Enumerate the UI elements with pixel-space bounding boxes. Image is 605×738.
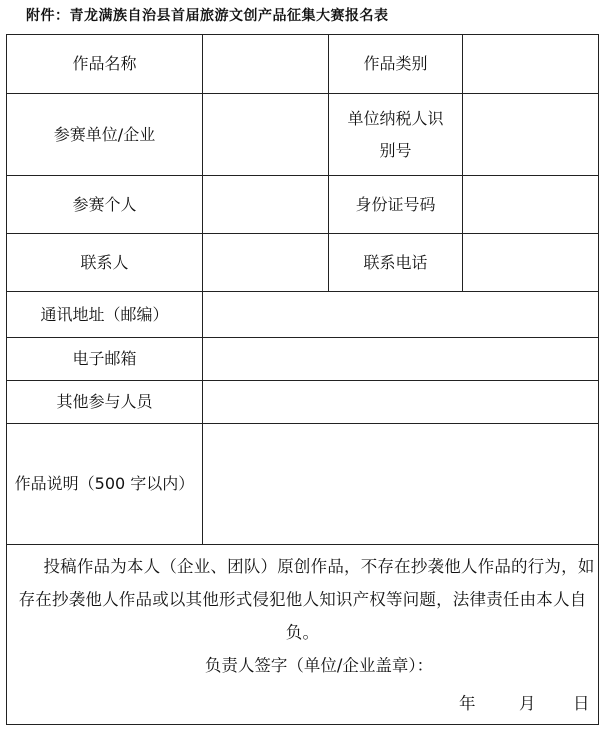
signature-label: 负责人签字（单位/企业盖章）： (204, 655, 434, 675)
date-row (7, 682, 598, 720)
entrant-unit-label: 参赛单位/企业 (7, 94, 203, 176)
work-name-label: 作品名称 (7, 35, 203, 94)
row-description (7, 424, 599, 545)
row-work-name (7, 35, 599, 94)
row-email (7, 338, 599, 381)
id-number-field[interactable] (463, 176, 599, 234)
address-label: 通讯地址（邮编） (7, 292, 203, 338)
declaration-text: 投稿作品为本人（企业、团队）原创作品，不存在抄袭他人作品的行为，如存在抄袭他人作品或以其他形式侵犯他人知识产权等问题，法律责任由本人自负。 (18, 556, 595, 642)
work-category-label: 作品类别 (329, 35, 463, 94)
work-name-field[interactable] (203, 35, 329, 94)
declaration-cell (7, 545, 599, 725)
row-address (7, 292, 599, 338)
email-label: 电子邮箱 (7, 338, 203, 381)
email-field[interactable] (203, 338, 599, 381)
phone-label: 联系电话 (329, 234, 463, 292)
taxpayer-id-label-line2: 别号 (379, 140, 412, 160)
phone-field[interactable] (463, 234, 599, 292)
taxpayer-id-field[interactable] (463, 94, 599, 176)
description-field[interactable] (203, 424, 599, 545)
work-category-field[interactable] (463, 35, 599, 94)
row-entrant-unit (7, 94, 599, 176)
description-label: 作品说明（500 字以内） (7, 424, 203, 545)
individual-label: 参赛个人 (7, 176, 203, 234)
other-members-label: 其他参与人员 (7, 381, 203, 424)
year-label: 年 (459, 693, 476, 713)
id-number-label: 身份证号码 (329, 176, 463, 234)
day-label: 日 (573, 693, 590, 713)
row-contact (7, 234, 599, 292)
contact-field[interactable] (203, 234, 329, 292)
form-title: 附件：青龙满族自治县首届旅游文创产品征集大赛报名表 (26, 8, 389, 24)
month-label: 月 (519, 693, 536, 713)
taxpayer-id-label (329, 94, 463, 176)
row-individual (7, 176, 599, 234)
registration-form-table (6, 34, 599, 725)
address-field[interactable] (203, 292, 599, 338)
individual-field[interactable] (203, 176, 329, 234)
taxpayer-id-label-line1: 单位纳税人识 (347, 108, 444, 128)
entrant-unit-field[interactable] (203, 94, 329, 176)
other-members-field[interactable] (203, 381, 599, 424)
row-declaration (7, 545, 599, 725)
contact-label: 联系人 (7, 234, 203, 292)
row-other-members (7, 381, 599, 424)
